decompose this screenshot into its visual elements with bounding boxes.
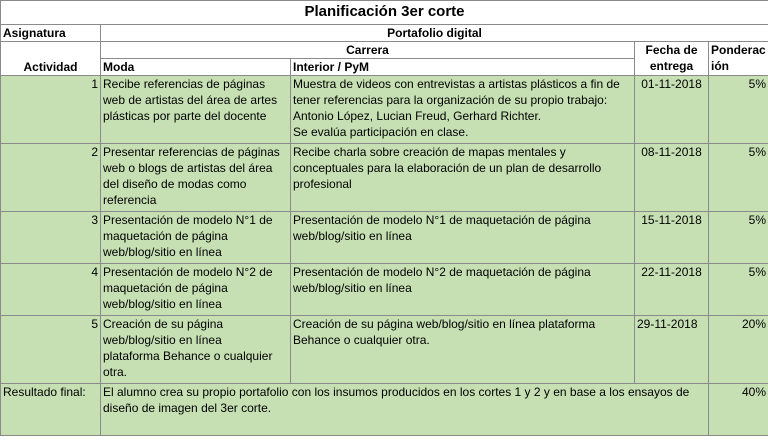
text-line: profesional [293, 177, 352, 191]
text-line: Behance o cualquier otra. [293, 333, 430, 347]
pond-cell: 5% [709, 264, 768, 316]
interior-header: Interior / PyM [291, 59, 635, 76]
row-number: 4 [1, 264, 101, 316]
moda-cell [101, 264, 291, 316]
text-line: El alumno crea su propio portafolio con los insumos producidos en los cortes 1 y 2 y en base a los ensayos de [103, 385, 690, 399]
table-row [1, 264, 768, 316]
pond-cell: 5% [709, 212, 768, 264]
final-text-cell [101, 384, 709, 436]
text-line: Presentación de modelo N°2 de maquetación de página [293, 265, 591, 279]
text-line: web/blog/sitio en línea [103, 333, 222, 347]
text-line: Creación de su página web/blog/sitio en línea plataforma [293, 317, 596, 331]
text-line: tener referencias para la organización de su propio trabajo: [293, 93, 608, 107]
text-line: Recibe referencias de páginas [103, 77, 266, 91]
table-row [1, 212, 768, 264]
text-line: web de artistas del área de artes [103, 93, 278, 107]
asignatura-label: Asignatura [1, 25, 101, 42]
final-row [1, 384, 768, 436]
text-line: web/blog/sitio en línea [293, 281, 412, 295]
row-number: 1 [1, 76, 101, 144]
fecha-cell: 15-11-2018 [635, 212, 709, 264]
pond-line-1: Ponderac [711, 43, 766, 57]
text-line: Presentación de modelo N°1 de [103, 213, 273, 227]
text-line: del diseño de modas como [103, 177, 247, 191]
ponderacion-header [709, 42, 768, 76]
text-line: Creación de su página [103, 317, 224, 331]
pond-cell: 5% [709, 76, 768, 144]
interior-cell [291, 212, 635, 264]
fecha-line-2: entrega [649, 59, 694, 73]
pond-cell: 20% [709, 316, 768, 384]
text-line: Muestra de videos con entrevistas a artistas plásticos a fin de [293, 77, 620, 91]
text-line: otra. [103, 365, 128, 379]
fecha-cell: 08-11-2018 [635, 144, 709, 212]
fecha-cell: 29-11-2018 [635, 316, 709, 384]
text-line: maquetación de página [103, 281, 228, 295]
text-line: referencia [103, 193, 157, 207]
page-title: Planificación 3er corte [1, 1, 768, 25]
pond-line-2: ión [711, 59, 729, 73]
row-number: 3 [1, 212, 101, 264]
text-line: Presentación de modelo N°1 de maquetación de página [293, 213, 591, 227]
interior-cell [291, 316, 635, 384]
asignatura-value: Portafolio digital [101, 25, 768, 42]
pond-cell: 5% [709, 144, 768, 212]
text-line: Antonio López, Lucian Freud, Gerhard Richter. [293, 109, 542, 123]
actividad-header: Actividad [1, 42, 101, 76]
text-line: Se evalúa participación en clase. [293, 125, 469, 139]
moda-cell [101, 76, 291, 144]
moda-header: Moda [101, 59, 291, 76]
fecha-cell: 22-11-2018 [635, 264, 709, 316]
text-line: conceptuales para la elaboración de un plan de desarrollo [293, 161, 602, 175]
final-label: Resultado final: [1, 384, 101, 436]
table-row [1, 76, 768, 144]
fecha-line-1: Fecha de [645, 43, 698, 57]
text-line: web/blog/sitio en línea [293, 229, 412, 243]
table-row [1, 316, 768, 384]
text-line: web/blog/sitio en línea [103, 297, 222, 311]
interior-cell [291, 144, 635, 212]
moda-cell [101, 212, 291, 264]
final-pond-cell: 40% [709, 384, 768, 436]
text-line: plataforma Behance o cualquier [103, 349, 273, 363]
interior-cell [291, 76, 635, 144]
text-line: maquetación de página [103, 229, 228, 243]
text-line: Recibe charla sobre creación de mapas mentales y [293, 145, 566, 159]
text-line: plásticas por parte del docente [103, 109, 267, 123]
row-number: 5 [1, 316, 101, 384]
moda-cell [101, 316, 291, 384]
row-number: 2 [1, 144, 101, 212]
fecha-entrega-header [635, 42, 709, 76]
text-line: web o blogs de artistas del área [103, 161, 273, 175]
moda-cell [101, 144, 291, 212]
fecha-cell: 01-11-2018 [635, 76, 709, 144]
text-line: Presentar referencias de páginas [103, 145, 280, 159]
interior-cell [291, 264, 635, 316]
table-row [1, 144, 768, 212]
text-line: Presentación de modelo N°2 de [103, 265, 273, 279]
text-line: diseño de imagen del 3er corte. [103, 401, 272, 415]
carrera-header: Carrera [101, 42, 635, 59]
text-line: web/blog/sitio en línea [103, 245, 222, 259]
